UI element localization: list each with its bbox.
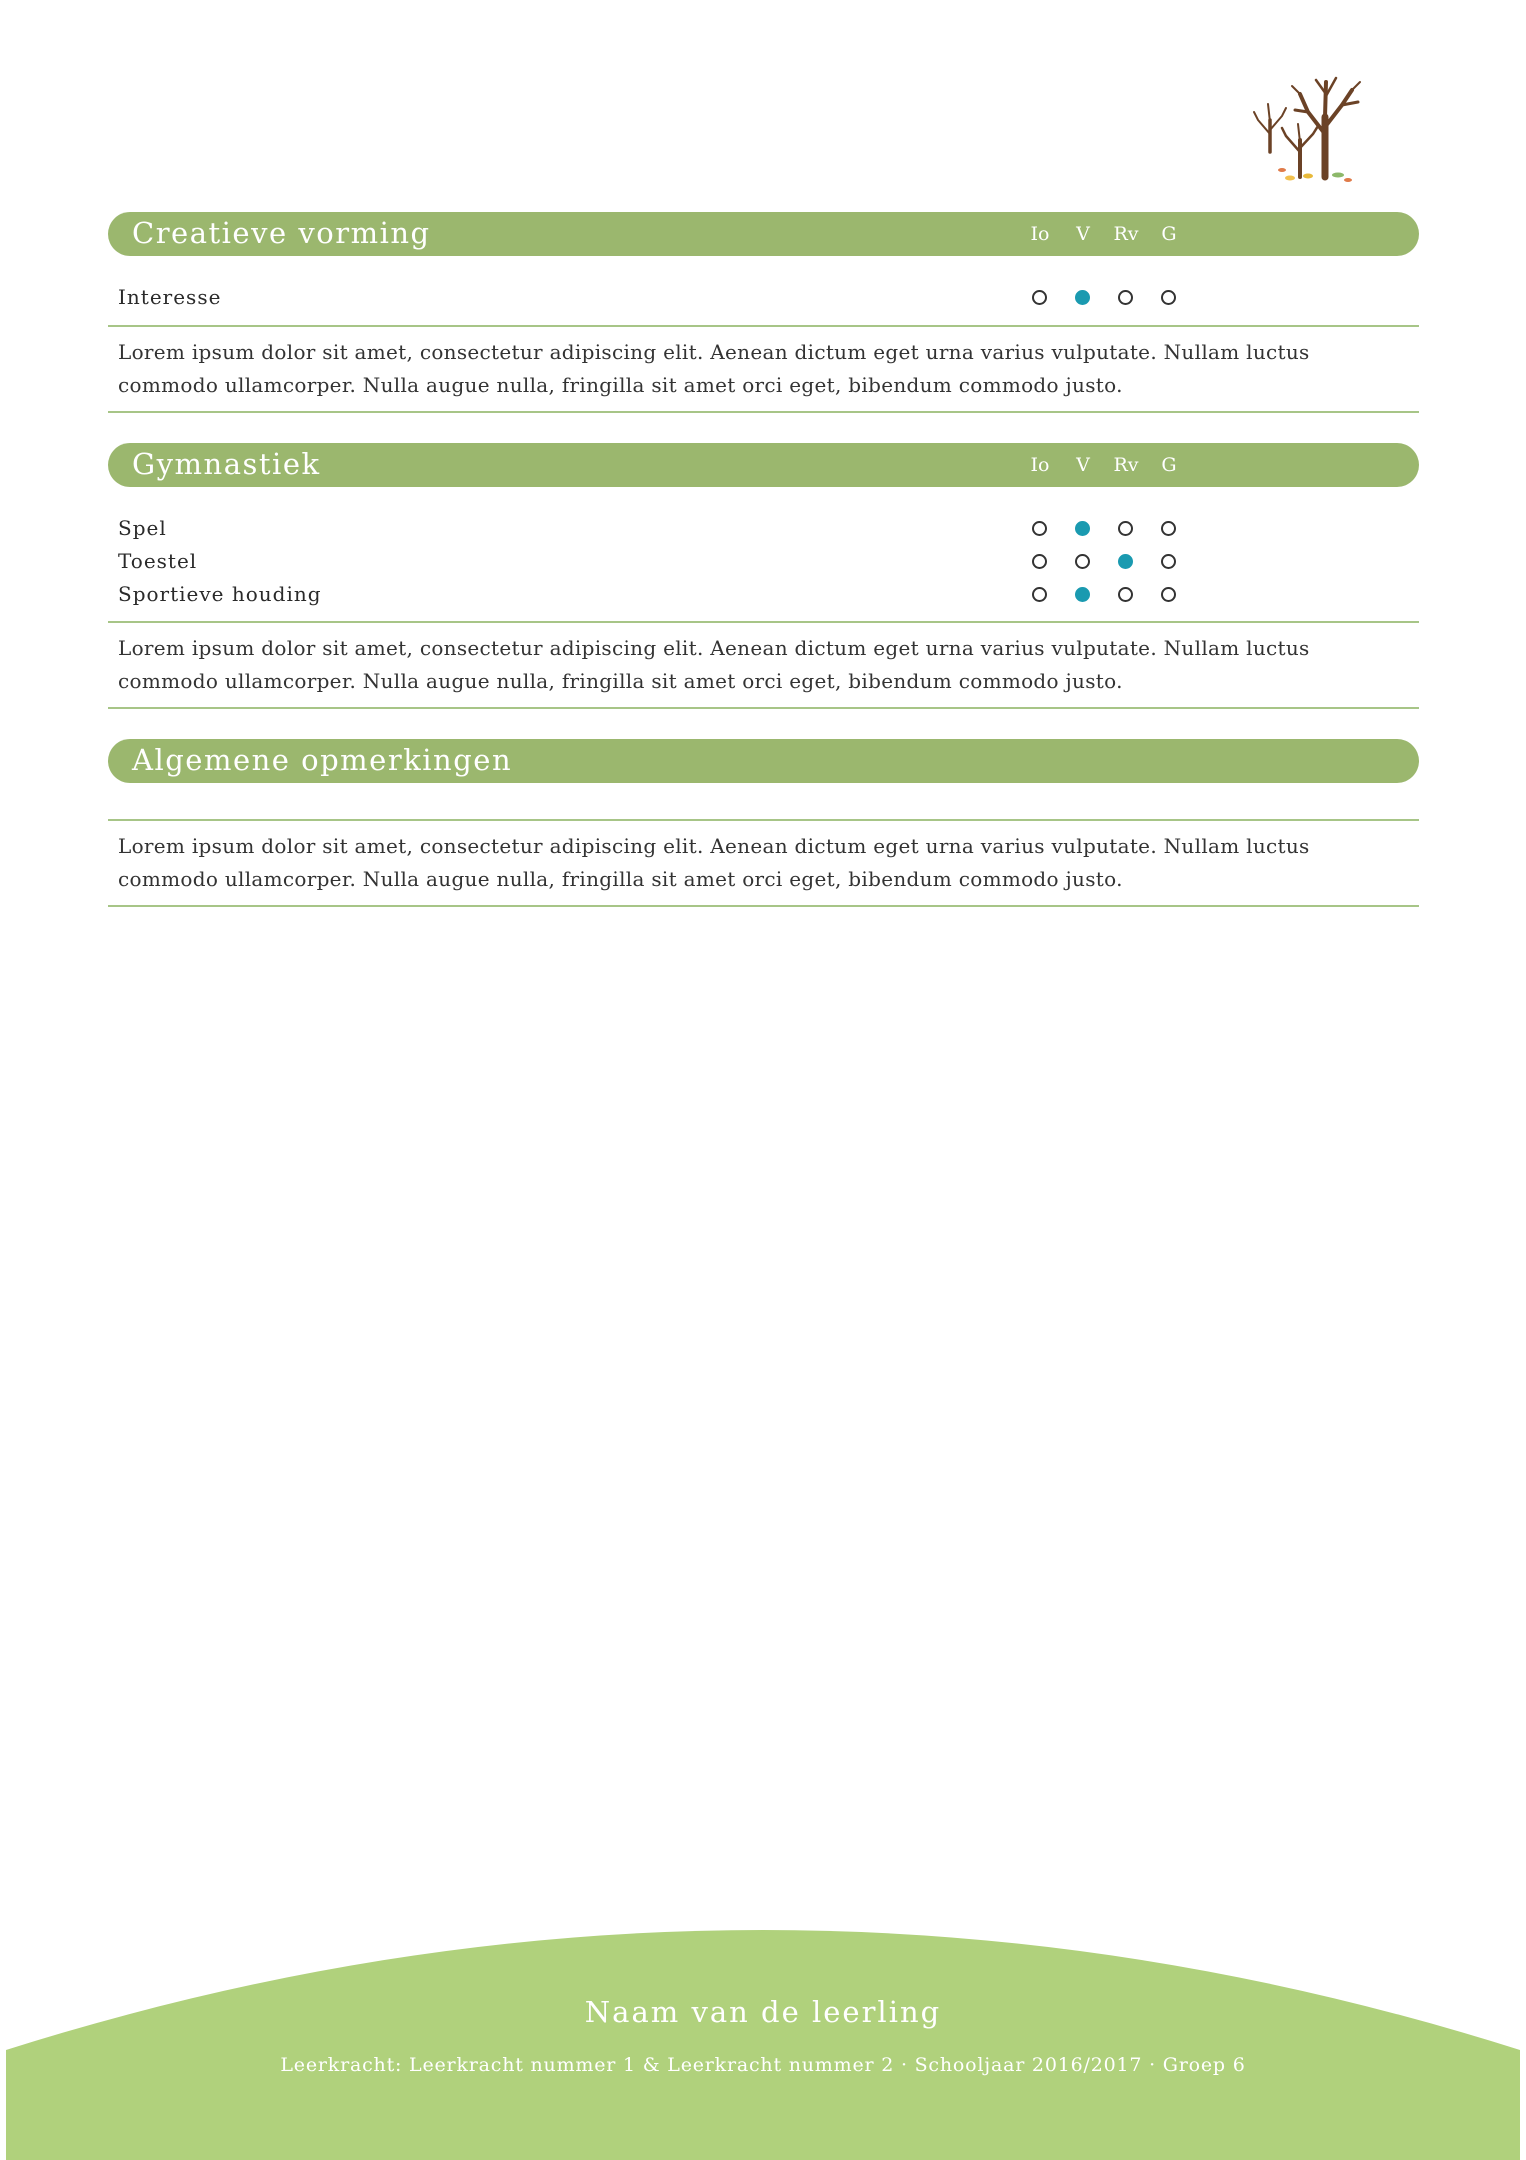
- footer-info: Leerkracht: Leerkracht nummer 1 & Leerkracht nummer 2 · Schooljaar 2016/2017 · Groep 6: [280, 2054, 1246, 2076]
- rating-dot-g[interactable]: [1161, 587, 1176, 602]
- divider: [108, 411, 1419, 413]
- rating-dot-v[interactable]: [1075, 290, 1090, 305]
- rating-dot-v[interactable]: [1075, 554, 1090, 569]
- divider: [108, 707, 1419, 709]
- section-header-gymnastiek: [108, 443, 1419, 487]
- section-title: Algemene opmerkingen: [132, 743, 513, 777]
- rating-dot-rv[interactable]: [1118, 290, 1133, 305]
- rating-dot-g[interactable]: [1161, 521, 1176, 536]
- rating-dot-io[interactable]: [1032, 521, 1047, 536]
- trees-logo-icon: [1240, 72, 1380, 192]
- column-header-g: G: [1161, 223, 1177, 245]
- column-header-rv: Rv: [1113, 223, 1139, 245]
- divider: [108, 819, 1419, 821]
- rating-dot-io[interactable]: [1032, 554, 1047, 569]
- row-label-interesse: Interesse: [118, 285, 222, 309]
- rating-dot-g[interactable]: [1161, 554, 1176, 569]
- section-comment: Lorem ipsum dolor sit amet, consectetur adipiscing elit. Aenean dictum eget urna varius vulputate. Nullam luctus commodo ullamcorper. Nulla augue nulla, fringilla sit amet orci eget, bibendum commodo justo.: [118, 340, 1310, 397]
- column-header-io: Io: [1030, 223, 1050, 245]
- rating-dot-io[interactable]: [1032, 587, 1047, 602]
- divider: [108, 905, 1419, 907]
- divider: [108, 325, 1419, 327]
- row-label-spel: Spel: [118, 516, 167, 540]
- rating-dot-rv[interactable]: [1118, 521, 1133, 536]
- section-header-algemene-opmerkingen: [108, 739, 1419, 783]
- section-title: Gymnastiek: [132, 447, 321, 481]
- column-header-rv: Rv: [1113, 454, 1139, 476]
- section-header-creatieve-vorming: [108, 212, 1419, 256]
- column-header-io: Io: [1030, 454, 1050, 476]
- section-comment: Lorem ipsum dolor sit amet, consectetur adipiscing elit. Aenean dictum eget urna varius vulputate. Nullam luctus commodo ullamcorper. Nulla augue nulla, fringilla sit amet orci eget, bibendum commodo justo.: [118, 834, 1310, 891]
- rating-dot-g[interactable]: [1161, 290, 1176, 305]
- rating-dot-rv[interactable]: [1118, 587, 1133, 602]
- rating-dot-v[interactable]: [1075, 521, 1090, 536]
- rating-dot-rv[interactable]: [1118, 554, 1133, 569]
- section-title: Creatieve vorming: [132, 216, 431, 250]
- student-name: Naam van de leerling: [584, 1995, 942, 2029]
- row-label-sportieve-houding: Sportieve houding: [118, 582, 322, 606]
- column-header-v: V: [1076, 454, 1090, 476]
- rating-dot-v[interactable]: [1075, 587, 1090, 602]
- rating-dot-io[interactable]: [1032, 290, 1047, 305]
- column-header-g: G: [1161, 454, 1177, 476]
- divider: [108, 621, 1419, 623]
- section-comment: Lorem ipsum dolor sit amet, consectetur adipiscing elit. Aenean dictum eget urna varius vulputate. Nullam luctus commodo ullamcorper. Nulla augue nulla, fringilla sit amet orci eget, bibendum commodo justo.: [118, 636, 1310, 693]
- column-header-v: V: [1076, 223, 1090, 245]
- row-label-toestel: Toestel: [118, 549, 198, 573]
